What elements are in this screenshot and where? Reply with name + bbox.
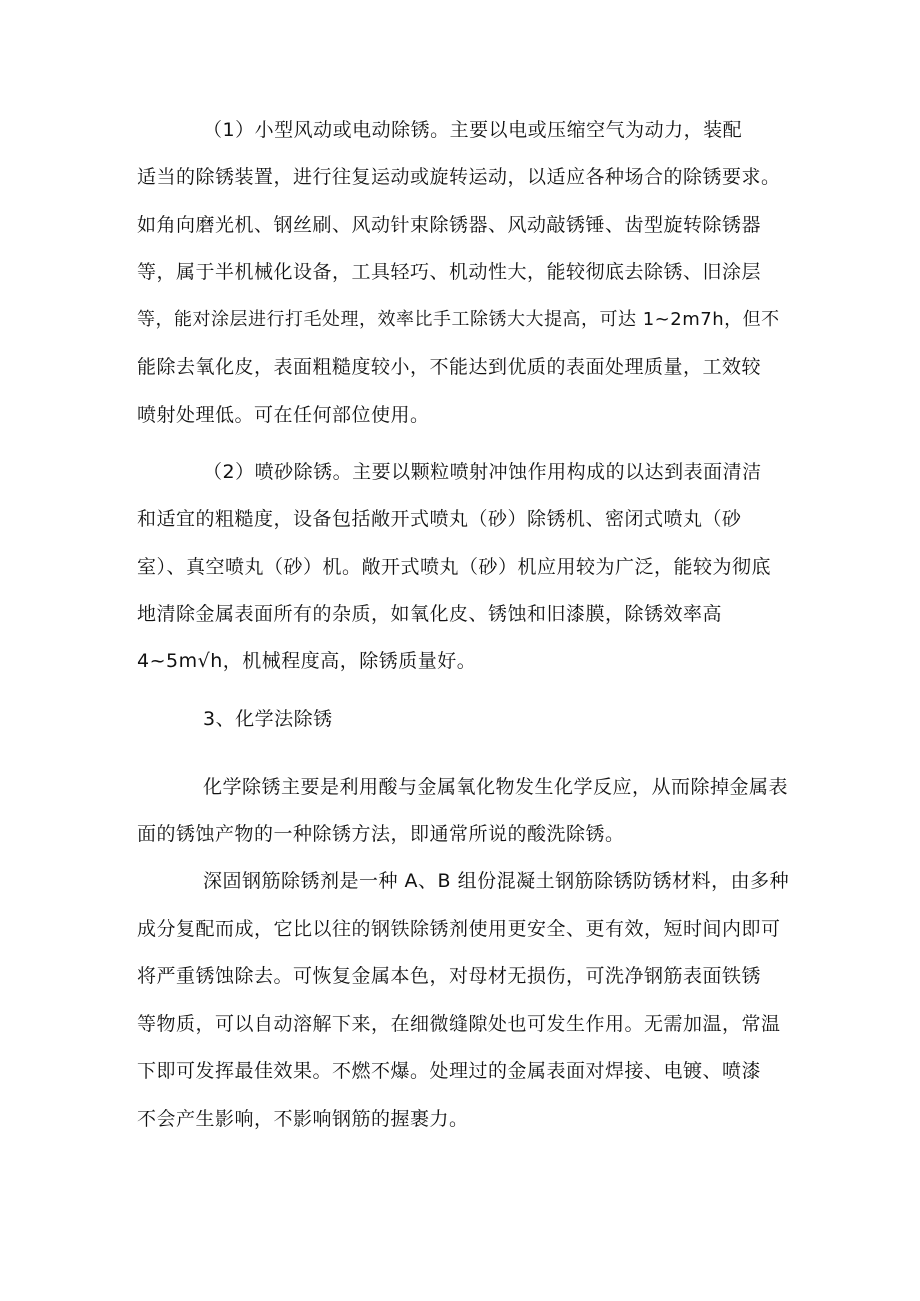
text-line: （1）小型风动或电动除锈。主要以电或压缩空气为动力，装配 [203,119,743,141]
text-line: 等，能对涂层进行打毛处理，效率比手工除锈大大提高，可达 1~2m7h，但不 [137,309,780,330]
text-line: 4~5m√h，机械程度高，除锈质量好。 [137,650,477,672]
text-line: 地清除金属表面所有的杂质，如氧化皮、锈蚀和旧漆膜，除锈效率高 [137,603,723,625]
text-line: 能除去氧化皮，表面粗糙度较小，不能达到优质的表面处理质量，工效较 [137,356,762,378]
text-line: 将严重锈蚀除去。可恢复金属本色，对母材无损伤，可洗净钢筋表面铁锈 [137,965,762,987]
text-line: 面的锈蚀产物的一种除锈方法，即通常所说的酸洗除锈。 [137,823,625,845]
section-heading: 3、化学法除锈 [203,708,333,730]
text-line: 成分复配而成，它比以往的钢铁除锈剂使用更安全、更有效，短时间内即可 [137,918,781,940]
text-line: 下即可发挥最佳效果。不燃不爆。处理过的金属表面对焊接、电镀、喷漆 [137,1060,762,1082]
text-line: 喷射处理低。可在任何部位使用。 [137,404,430,426]
text-line: 和适宜的粗糙度，设备包括敞开式喷丸（砂）除锈机、密闭式喷丸（砂 [137,508,742,530]
text-line: 深固钢筋除锈剂是一种 A、B 组份混凝土钢筋除锈防锈材料，由多种 [203,870,790,892]
text-line: （2）喷砂除锈。主要以颗粒喷射冲蚀作用构成的以达到表面清洁 [203,461,762,483]
text-line: 等物质，可以自动溶解下来，在细微缝隙处也可发生作用。无需加温，常温 [137,1013,781,1035]
text-line: 不会产生影响，不影响钢筋的握裹力。 [137,1108,469,1130]
text-line: 如角向磨光机、钢丝刷、风动针束除锈器、风动敲锈锤、齿型旋转除锈器 [137,214,762,236]
text-line: 室）、真空喷丸（砂）机。敞开式喷丸（砂）机应用较为广泛，能较为彻底 [137,556,772,578]
text-line: 化学除锈主要是利用酸与金属氧化物发生化学反应，从而除掉金属表 [203,776,789,798]
text-line: 等，属于半机械化设备，工具轻巧、机动性大，能较彻底去除锈、旧涂层 [137,261,762,283]
text-line: 适当的除锈装置，进行往复运动或旋转运动，以适应各种场合的除锈要求。 [137,166,781,188]
